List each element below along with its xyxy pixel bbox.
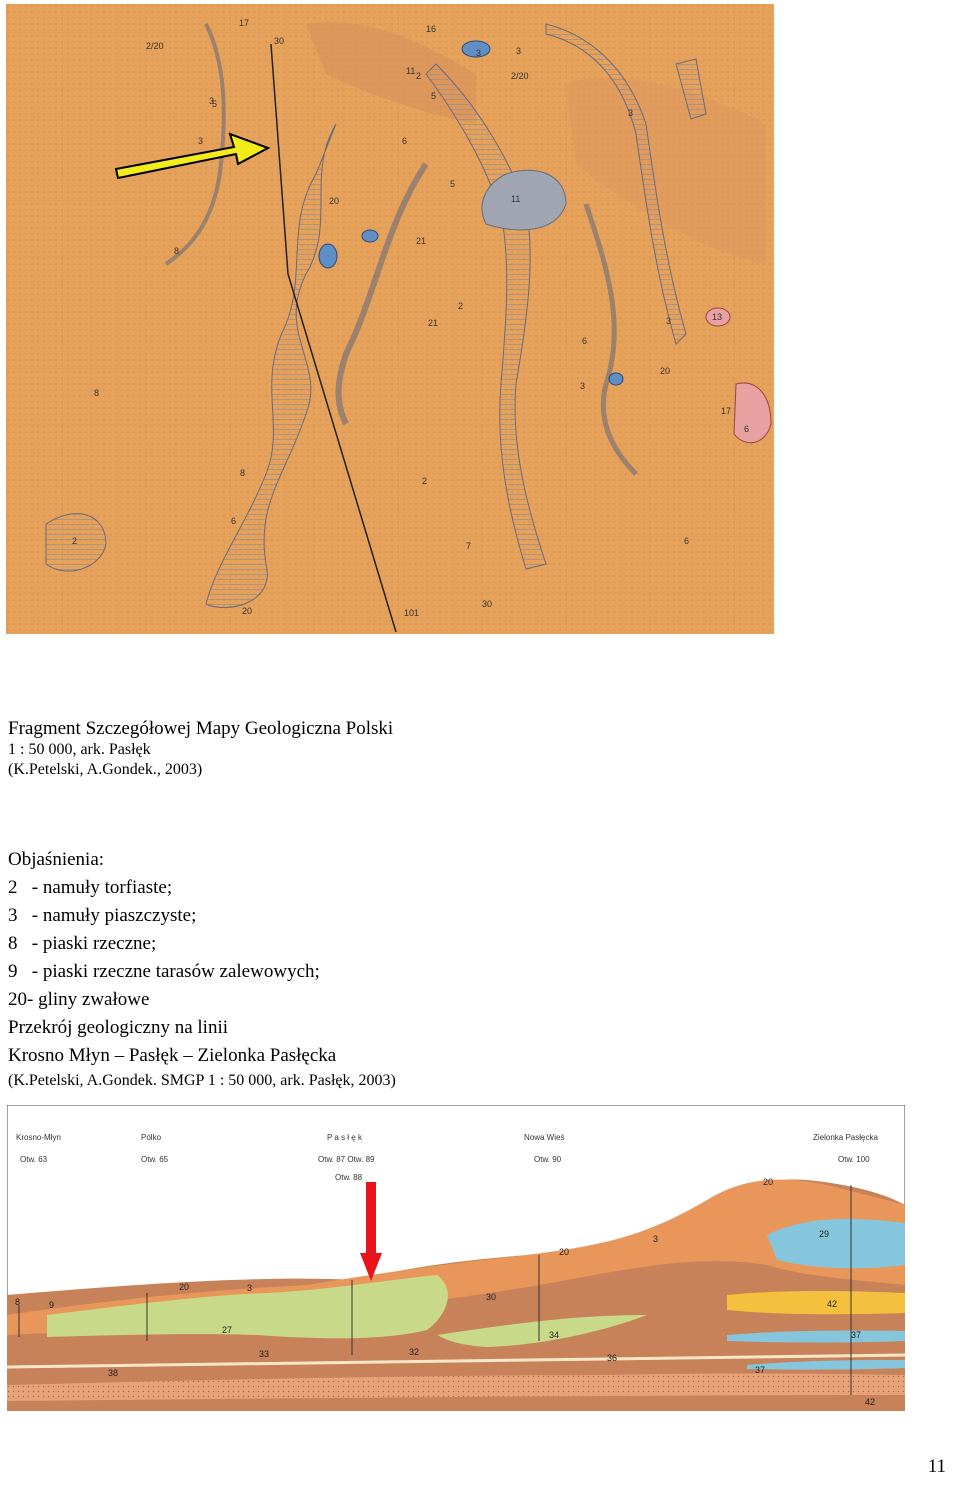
svg-text:2/20: 2/20 — [511, 71, 529, 81]
unit-label: 20 — [763, 1177, 774, 1187]
place-label: P a s ł ę k — [327, 1133, 362, 1142]
svg-text:2/20: 2/20 — [146, 41, 164, 51]
svg-text:3: 3 — [209, 96, 215, 106]
svg-text:21: 21 — [416, 236, 427, 246]
well-label: Otw. 100 — [838, 1155, 870, 1164]
svg-text:101: 101 — [404, 608, 420, 618]
caption-authors: (K.Petelski, A.Gondek., 2003) — [8, 761, 203, 778]
svg-text:5: 5 — [431, 91, 437, 101]
svg-text:3: 3 — [628, 108, 634, 118]
svg-text:2: 2 — [422, 476, 428, 486]
svg-text:6: 6 — [582, 336, 588, 346]
svg-text:2: 2 — [458, 301, 464, 311]
well-label: Otw. 63 — [20, 1155, 48, 1164]
svg-text:11: 11 — [406, 66, 416, 76]
legend — [8, 846, 396, 1092]
svg-text:3: 3 — [198, 136, 204, 146]
svg-text:20: 20 — [329, 196, 340, 206]
svg-text:5: 5 — [450, 179, 456, 189]
page-number: 11 — [927, 1456, 946, 1477]
svg-text:5: 5 — [212, 99, 218, 109]
svg-text:30: 30 — [274, 36, 285, 46]
place-label: Zielonka Pasłęcka — [813, 1133, 878, 1142]
svg-text:20: 20 — [660, 366, 671, 376]
unit-label: 9 — [49, 1300, 55, 1310]
well-label: Otw. 90 — [534, 1155, 562, 1164]
geological-map — [6, 4, 774, 634]
map-caption — [8, 718, 393, 780]
unit-label: 38 — [108, 1368, 119, 1378]
svg-text:8: 8 — [94, 388, 100, 398]
svg-text:6: 6 — [402, 136, 408, 146]
unit-label: 42 — [827, 1299, 838, 1309]
well-label: Otw. 88 — [335, 1173, 363, 1182]
unit-label: 3 — [653, 1234, 659, 1244]
caption-title: Fragment Szczegółowej Mapy Geologiczna Polski — [8, 718, 394, 739]
svg-text:6: 6 — [684, 536, 690, 546]
svg-text:16: 16 — [426, 24, 437, 34]
svg-text:8: 8 — [174, 246, 180, 256]
svg-text:30: 30 — [482, 599, 493, 609]
unit-label: 30 — [486, 1292, 497, 1302]
unit-label: 32 — [409, 1347, 420, 1357]
legend-item: 8 - piaski rzeczne; — [8, 933, 157, 954]
legend-item: 3 - namuły piaszczyste; — [8, 905, 197, 926]
well-label: Otw. 65 — [141, 1155, 169, 1164]
legend-item: 20- gliny zwałowe — [8, 989, 150, 1010]
unit-label: 8 — [15, 1297, 21, 1307]
unit-label: 37 — [755, 1365, 766, 1375]
section-line-title: Przekrój geologiczny na linii — [8, 1017, 229, 1038]
legend-title: Objaśnienia: — [8, 849, 105, 870]
svg-text:7: 7 — [466, 541, 472, 551]
unit-label: 33 — [259, 1349, 270, 1359]
svg-text:2: 2 — [72, 536, 78, 546]
place-label: Nowa Wieś — [524, 1133, 565, 1142]
svg-text:6: 6 — [231, 516, 237, 526]
caption-scale: 1 : 50 000, ark. Pasłęk — [8, 741, 151, 758]
svg-text:3: 3 — [580, 381, 586, 391]
legend-item: 2 - namuły torfiaste; — [8, 877, 173, 898]
unit-label: 42 — [865, 1397, 876, 1407]
unit-label: 34 — [549, 1330, 560, 1340]
unit-label: 27 — [222, 1325, 233, 1335]
svg-text:17: 17 — [721, 406, 732, 416]
unit-label: 29 — [819, 1229, 830, 1239]
svg-text:3: 3 — [476, 48, 482, 58]
place-label: Krosno-Młyn — [16, 1133, 61, 1142]
place-label: Pólko — [141, 1133, 162, 1142]
svg-text:11: 11 — [511, 194, 521, 204]
section-source: (K.Petelski, A.Gondek. SMGP 1 : 50 000, ark. Pasłęk, 2003) — [8, 1072, 396, 1089]
geological-cross-section — [7, 1105, 905, 1411]
svg-text:8: 8 — [240, 468, 246, 478]
unit-label: 37 — [851, 1330, 862, 1340]
svg-text:3: 3 — [516, 46, 522, 56]
unit-label: 20 — [559, 1247, 570, 1257]
svg-text:17: 17 — [239, 18, 250, 28]
well-label: Otw. 87 Otw. 89 — [318, 1155, 375, 1164]
unit-label: 3 — [247, 1283, 253, 1293]
svg-text:3: 3 — [666, 316, 672, 326]
svg-text:20: 20 — [242, 606, 253, 616]
svg-text:6: 6 — [744, 424, 750, 434]
unit-label: 36 — [607, 1353, 618, 1363]
svg-text:21: 21 — [428, 318, 439, 328]
section-line-route: Krosno Młyn – Pasłęk – Zielonka Pasłęcka — [8, 1045, 337, 1066]
svg-text:2: 2 — [416, 71, 422, 81]
svg-text:13: 13 — [712, 312, 723, 322]
unit-label: 20 — [179, 1282, 190, 1292]
legend-item: 9 - piaski rzeczne tarasów zalewowych; — [8, 961, 320, 982]
